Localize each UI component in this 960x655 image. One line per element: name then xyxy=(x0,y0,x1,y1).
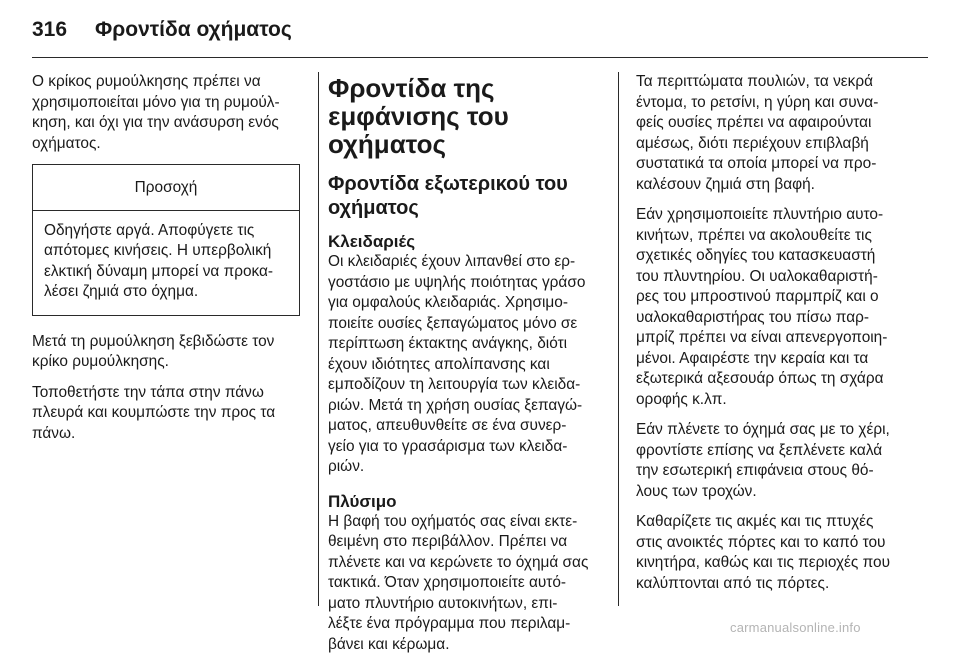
column-left xyxy=(32,72,300,454)
text-line: του πλυντηρίου. Οι υαλοκαθαριστή- xyxy=(636,267,916,288)
text-line: κινητήρα, καθώς και τις περιοχές που xyxy=(636,553,916,574)
text-line: θειμένη στο περιβάλλον. Πρέπει να xyxy=(328,532,608,553)
text-line: εμποδίζουν τη λειτουργία των κλειδα- xyxy=(328,375,608,396)
text-line: έντομα, το ρετσίνι, η γύρη και συνα- xyxy=(636,93,916,114)
column-divider xyxy=(318,72,319,606)
text-line: γείο για το γρασάρισμα των κλειδα- xyxy=(328,437,608,458)
text-line: βάνει και κέρωμα. xyxy=(328,635,608,655)
text-line: μπρίζ πρέπει να είναι απενεργοποιη- xyxy=(636,328,916,349)
washing-heading: Πλύσιμο xyxy=(328,492,608,512)
text-line: κηση, και όχι για την ανάσυρση ενός xyxy=(32,113,300,134)
text-line: απότομες κινήσεις. Η υπερβολική xyxy=(44,241,288,262)
text-line: οροφής κ.λπ. xyxy=(636,390,916,411)
column-right xyxy=(636,72,916,604)
text-line: οχήματος. xyxy=(32,134,300,155)
heading-line: οχήματος xyxy=(328,196,608,220)
column-divider xyxy=(618,72,619,606)
text-line: καλύπτονται από τις πόρτες. xyxy=(636,574,916,595)
paragraph xyxy=(636,72,916,195)
text-line: πάνω. xyxy=(32,424,300,445)
caution-title: Προσοχή xyxy=(33,165,299,211)
text-line: φείς ουσίες πρέπει να αφαιρούνται xyxy=(636,113,916,134)
text-line: την εσωτερική επιφάνεια στους θό- xyxy=(636,461,916,482)
text-line: Μετά τη ρυμούλκηση ξεβιδώστε τον xyxy=(32,332,300,353)
text-line: Ο κρίκος ρυμούλκησης πρέπει να xyxy=(32,72,300,93)
text-line: φροντίστε επίσης να ξεπλένετε καλά xyxy=(636,441,916,462)
watermark: carmanualsonline.info xyxy=(730,620,861,635)
text-line: Οι κλειδαριές έχουν λιπανθεί στο ερ- xyxy=(328,252,608,273)
text-line: πλευρά και κουμπώστε την προς τα xyxy=(32,403,300,424)
paragraph xyxy=(636,420,916,502)
text-line: περίπτωση έκτακτης ανάγκης, διότι xyxy=(328,334,608,355)
text-line: γοστάσιο με υψηλής ποιότητας γράσο xyxy=(328,273,608,294)
text-line: υαλοκαθαριστήρας του πίσω παρ- xyxy=(636,308,916,329)
text-line: ματο πλυντήριο αυτοκινήτων, επι- xyxy=(328,594,608,615)
column-middle xyxy=(328,72,608,655)
text-line: πλένετε και να κερώνετε το όχημά σας xyxy=(328,553,608,574)
text-line: ελκτική δύναμη μπορεί να προκα- xyxy=(44,262,288,283)
page-number: 316 xyxy=(32,18,67,42)
text-line: αμέσως, διότι περιέχουν επιβλαβή xyxy=(636,134,916,155)
text-line: ρες του μπροστινού παρμπρίζ και ο xyxy=(636,287,916,308)
text-line: ματος, απευθυνθείτε σε ένα συνερ- xyxy=(328,416,608,437)
text-line: Η βαφή του οχήματός σας είναι εκτε- xyxy=(328,512,608,533)
text-line: κινήτων, πρέπει να ακολουθείτε τις xyxy=(636,226,916,247)
text-line: έχουν ιδιότητες απολίπανσης και xyxy=(328,355,608,376)
paragraph xyxy=(636,512,916,594)
text-line: εξωτερικά αξεσουάρ όπως τη σχάρα xyxy=(636,369,916,390)
header-divider xyxy=(32,57,928,58)
text-line: μένοι. Αφαιρέστε την κεραία και τα xyxy=(636,349,916,370)
text-line: Εάν πλένετε το όχημά σας με το χέρι, xyxy=(636,420,916,441)
text-line: τακτικά. Όταν χρησιμοποιείτε αυτό- xyxy=(328,573,608,594)
text-line: στις ανοικτές πόρτες και το καπό του xyxy=(636,533,916,554)
text-line: ριών. xyxy=(328,457,608,478)
locks-heading: Κλειδαριές xyxy=(328,232,608,252)
text-line: χρησιμοποιείται μόνο για τη ρυμούλ- xyxy=(32,93,300,114)
caution-body xyxy=(33,211,299,315)
page-header-title: Φροντίδα οχήματος xyxy=(95,18,292,42)
heading-line: οχήματος xyxy=(328,130,608,158)
text-line: σχετικές οδηγίες του κατασκευαστή xyxy=(636,246,916,267)
text-line: καλέσουν ζημιά στη βαφή. xyxy=(636,175,916,196)
page-header xyxy=(32,8,292,52)
paragraph xyxy=(32,332,300,373)
paragraph xyxy=(32,383,300,445)
text-line: για ομφαλούς κλειδαριάς. Χρησιμο- xyxy=(328,293,608,314)
text-line: ριών. Μετά τη χρήση ουσίας ξεπαγώ- xyxy=(328,396,608,417)
subsection-heading xyxy=(328,172,608,220)
washing-section xyxy=(328,492,608,655)
locks-section xyxy=(328,232,608,478)
text-line: λους των τροχών. xyxy=(636,482,916,503)
text-line: Τα περιττώματα πουλιών, τα νεκρά xyxy=(636,72,916,93)
caution-box xyxy=(32,164,300,316)
heading-line: εμφάνισης του xyxy=(328,102,608,130)
text-line: συστατικά τα οποία μπορεί να προ- xyxy=(636,154,916,175)
text-line: ποιείτε ουσίες ξεπαγώματος μόνο σε xyxy=(328,314,608,335)
text-line: Οδηγήστε αργά. Αποφύγετε τις xyxy=(44,221,288,242)
text-line: Καθαρίζετε τις ακμές και τις πτυχές xyxy=(636,512,916,533)
intro-paragraph xyxy=(32,72,300,154)
paragraph xyxy=(636,205,916,410)
text-line: Εάν χρησιμοποιείτε πλυντήριο αυτο- xyxy=(636,205,916,226)
text-line: Τοποθετήστε την τάπα στην πάνω xyxy=(32,383,300,404)
text-line: λέσει ζημιά στο όχημα. xyxy=(44,282,288,303)
text-line: λέξτε ένα πρόγραμμα που περιλαμ- xyxy=(328,614,608,635)
heading-line: Φροντίδα της xyxy=(328,74,608,102)
section-heading xyxy=(328,74,608,158)
text-line: κρίκο ρυμούλκησης. xyxy=(32,352,300,373)
heading-line: Φροντίδα εξωτερικού του xyxy=(328,172,608,196)
